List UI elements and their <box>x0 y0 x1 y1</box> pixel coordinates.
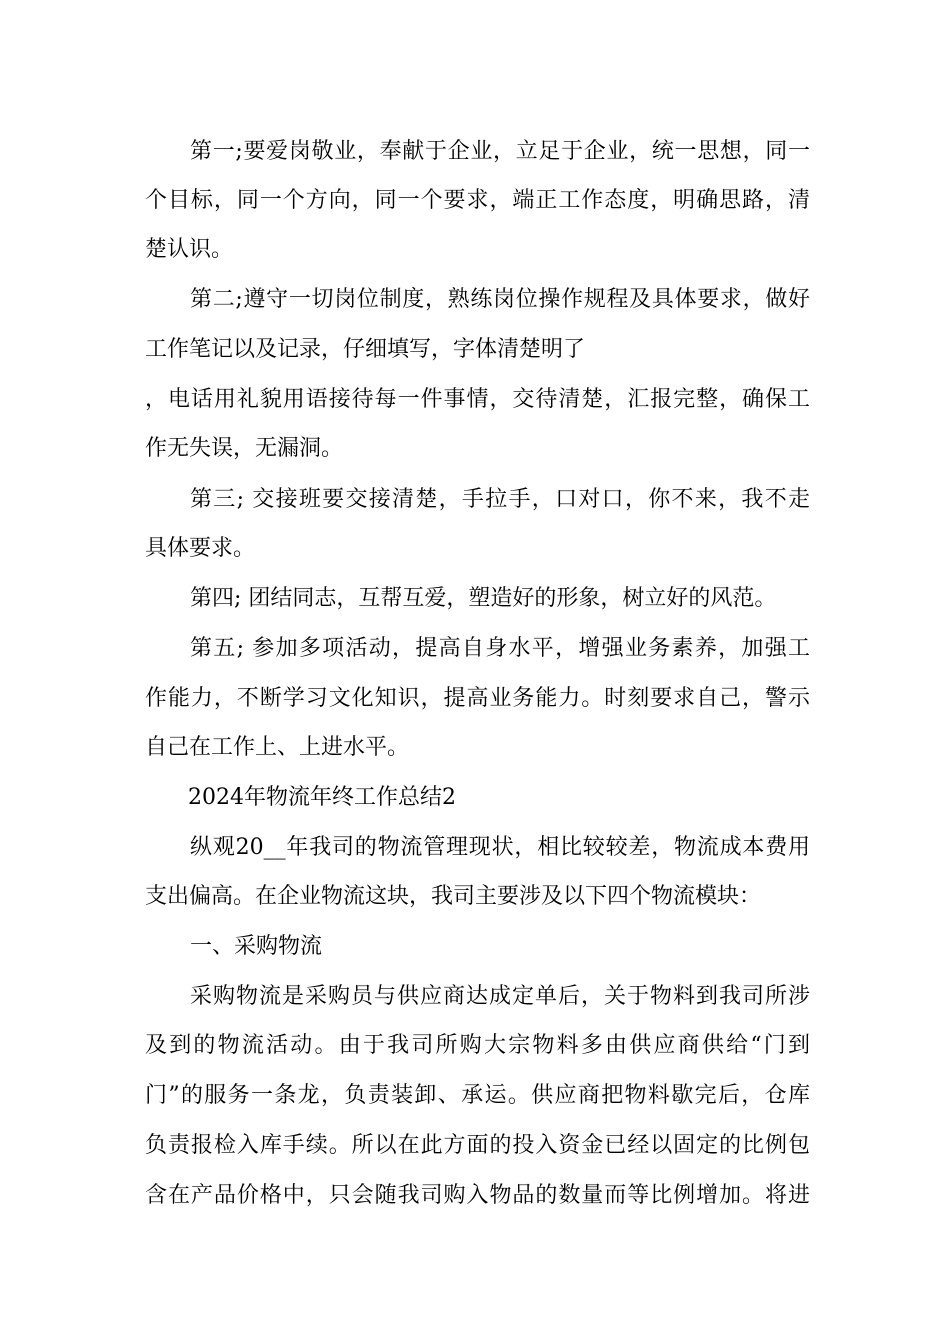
text-line: 第三; 交接班要交接清楚，手拉手，口对口，你不来，我不走 <box>190 487 810 512</box>
text-line: 作能力，不断学习文化知识，提高业务能力。时刻要求自己，警示 <box>145 686 810 711</box>
text-line: 含在产品价格中，只会随我司购入物品的数量而等比例增加。将进 <box>145 1183 810 1208</box>
text-line: 第二;遵守一切岗位制度，熟练岗位操作规程及具体要求，做好 <box>190 287 810 312</box>
text-line: 第四; 团结同志，互帮互爱，塑造好的形象，树立好的风范。 <box>190 586 777 611</box>
text-line: 第一;要爱岗敬业，奉献于企业，立足于企业，统一思想，同一 <box>190 139 810 164</box>
text-line: 纵观20__年我司的物流管理现状，相比较较差，物流成本费用 <box>190 835 810 860</box>
text-line: 采购物流是采购员与供应商达成定单后，关于物料到我司所涉 <box>190 984 810 1009</box>
text-line: 作无失误，无漏洞。 <box>145 436 344 461</box>
text-line: ，电话用礼貌用语接待每一件事情，交待清楚，汇报完整，确保工 <box>145 387 810 412</box>
subsection-heading: 一、采购物流 <box>190 934 323 959</box>
section-heading: 2024年物流年终工作总结2 <box>188 785 456 810</box>
text-line: 及到的物流活动。由于我司所购大宗物料多由供应商供给“门到 <box>145 1033 810 1058</box>
text-line: 自己在工作上、上进水平。 <box>145 735 410 760</box>
text-line: 第五; 参加多项活动，提高自身水平，增强业务素养，加强工 <box>190 636 810 661</box>
text-line: 个目标，同一个方向，同一个要求，端正工作态度，明确思路，清 <box>145 188 810 213</box>
text-line: 具体要求。 <box>145 536 256 561</box>
text-line: 门”的服务一条龙，负责装卸、承运。供应商把物料歇完后，仓库 <box>145 1083 810 1108</box>
text-line: 负责报检入库手续。所以在此方面的投入资金已经以固定的比例包 <box>145 1133 810 1158</box>
text-line: 支出偏高。在企业物流这块，我司主要涉及以下四个物流模块： <box>145 884 762 909</box>
text-line: 楚认识。 <box>145 237 234 262</box>
text-line: 工作笔记以及记录，仔细填写，字体清楚明了 <box>145 337 586 362</box>
